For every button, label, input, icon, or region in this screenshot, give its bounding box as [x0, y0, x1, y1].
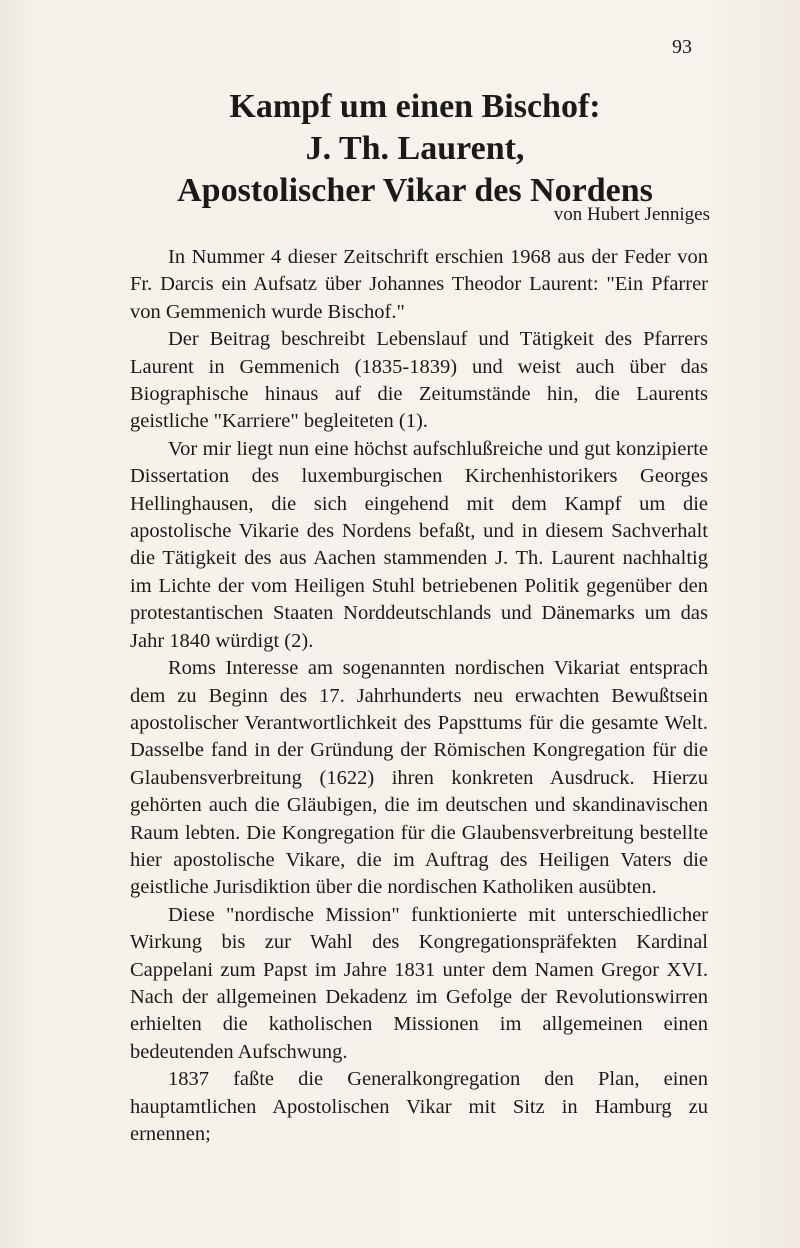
article-body: [130, 244, 708, 1148]
author-byline: von Hubert Jenniges: [553, 204, 710, 225]
paragraph: 1837 faßte die Generalkongregation den Plan, einen hauptamtlichen Apostolischen Vikar mit Sitz in Hamburg zu ernennen;: [130, 1068, 708, 1145]
paragraph: Vor mir liegt nun eine höchst aufschlußreiche und gut konzipierte Dissertation des luxemburgischen Kirchenhistorikers Georges Hellinghausen, die sich eingehend mit dem Kampf um die apostolische Vikarie des Nordens befaßt, und in diesem Sachverhalt die Tätigkeit des aus Aachen stammenden J. Th. Laurent nachhaltig im Lichte der vom Heiligen Stuhl betriebenen Politik gegenüber den protestantischen Staaten Norddeutschlands und Dänemarks um das Jahr 1840 würdigt (2).: [130, 437, 708, 652]
paragraph: Roms Interesse am sogenannten nordischen Vikariat entsprach dem zu Beginn des 17. Jahrhunderts neu erwachten Bewußtsein apostolischer Verantwortlichkeit des Papsttums für die gesamte Welt. Dasselbe fand in der Gründung der Römischen Kongregation für die Glaubensverbreitung (1622) ihren konkreten Ausdruck. Hierzu gehörten auch die Gläubigen, die im deutschen und skandinavischen Raum lebten. Die Kongregation für die Glaubensverbreitung bestellte hier apostolische Vikare, die im Auftrag des Heiligen Vaters die geistliche Jurisdiktion über die nordischen Katholiken ausübten.: [130, 657, 708, 899]
paragraph: Diese "nordische Mission" funktionierte mit unterschiedlicher Wirkung bis zur Wahl des Kongregationspräfekten Kardinal Cappelani zum Papst im Jahre 1831 unter dem Namen Gregor XVI. Nach der allgemeinen Dekadenz im Gefolge der Revolutionswirren erhielten die katholischen Missionen im allgemeinen einen bedeutenden Aufschwung.: [130, 903, 708, 1063]
article-title: [100, 86, 730, 212]
title-line: J. Th. Laurent,: [305, 130, 525, 167]
paragraph: In Nummer 4 dieser Zeitschrift erschien 1968 aus der Feder von Fr. Darcis ein Aufsatz über Johannes Theodor Laurent: "Ein Pfarrer von Gemmenich wurde Bischof.": [130, 246, 708, 323]
page-number: 93: [672, 36, 692, 58]
title-line: Apostolischer Vikar des Nordens: [177, 172, 653, 209]
paragraph: Der Beitrag beschreibt Lebenslauf und Tätigkeit des Pfarrers Laurent in Gemmenich (1835-1839) und weist auch über das Biographische hinaus auf die Zeitumstände hin, die Laurents geistliche "Karriere" begleiteten (1).: [130, 328, 708, 433]
title-line: Kampf um einen Bischof:: [229, 88, 601, 125]
